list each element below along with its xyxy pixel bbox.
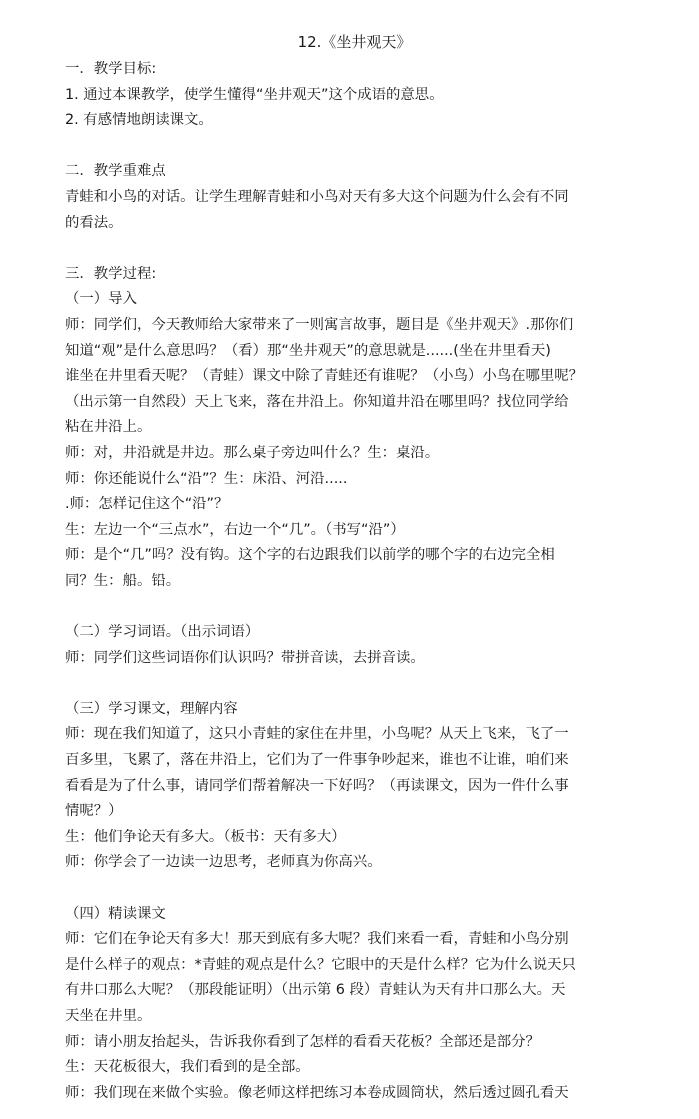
text-line: （一）导入 [65,291,137,308]
text-line: 师：请小朋友抬起头，告诉我你看到了怎样的看看天花板？全部还是部分？ [65,1033,540,1050]
text-line: 看看是为了什么事，请同学们帮着解决一下好吗？（再读课文，因为一件什么事 [65,777,569,794]
text-line: .师：怎样记住这个“沿”？ [65,496,229,513]
text-line: 知道“观”是什么意思吗？（看）那“坐井观天”的意思就是......(坐在井里看天) [65,342,551,359]
text-line: 师：同学们，今天教师给大家带来了一则寓言故事，题目是《坐井观天》.那你们 [65,316,574,333]
text-line: 师：它们在争论天有多大！那天到底有多大呢？我们来看一看，青蛙和小鸟分别 [65,931,569,948]
text-line: 生：天花板很大，我们看到的是全部。 [65,1059,310,1076]
text-line: 谁坐在井里看天呢？（青蛙）课文中除了青蛙还有谁呢？（小鸟）小鸟在哪里呢？ [65,368,584,385]
blank-line [65,594,665,620]
text-line: 一．教学目标: [65,61,157,77]
text-line: 有井口那么大呢？（那段能证明）（出示第 6 段）青蛙认为天有井口那么大。天 [65,982,566,999]
text-line: （三）学习课文，理解内容 [65,700,238,717]
blank-line [65,236,665,262]
text-line: 生：左边一个“三点水”，右边一个“几”。（书写“沿”） [65,521,405,538]
text-line: 师：同学们这些词语你们认识吗？带拼音读，去拼音读。 [65,649,425,666]
text-line: （出示第一自然段）天上飞来，落在井沿上。你知道井沿在哪里吗？找位同学给 [65,393,569,410]
text-line: 的看法。 [65,214,123,231]
blank-line [65,134,665,160]
text-line: 天坐在井里。 [65,1007,152,1024]
text-line: 师：对，井沿就是井边。那么桌子旁边叫什么？生：桌沿。 [65,444,440,461]
text-line: 师：是个“几”吗？没有钩。这个字的右边跟我们以前学的哪个字的右边完全相 [65,547,555,564]
text-line: 情呢？） [65,803,123,820]
text-line: 二．教学重难点 [65,163,166,180]
document-title: 12.《坐井观天》 [297,33,412,51]
text-line: 是什么样子的观点：*青蛙的观点是什么？它眼中的天是什么样？它为什么说天只 [65,956,576,973]
text-line: 师：你学会了一边读一边思考，老师真为你高兴。 [65,854,382,871]
text-line: 2. 有感情地朗读课文。 [65,112,213,129]
text-line: 百多里，飞累了，落在井沿上，它们为了一件事争吵起来，谁也不让谁，咱们来 [65,752,569,769]
text-line: 师：现在我们知道了，这只小青蛙的家住在井里，小鸟呢？从天上飞来，飞了一 [65,726,569,743]
text-line: 1. 通过本课教学，使学生懂得“坐井观天”这个成语的意思。 [65,86,444,103]
text-line: 粘在井沿上。 [65,419,152,436]
text-line: 师：你还能说什么“沿”？生：床沿、河沿..... [65,470,348,487]
document-body [65,57,665,1106]
text-line: 生：他们争论天有多大。（板书：天有多大） [65,828,346,845]
text-line: （四）精读课文 [65,905,166,922]
blank-line [65,671,665,697]
text-line: 三．教学过程: [65,265,157,282]
text-line: （二）学习词语。（出示词语） [65,624,260,641]
text-line: 师：我们现在来做个实验。像老师这样把练习本卷成圆筒状，然后透过圆孔看天 [65,1084,569,1101]
blank-line [65,876,665,902]
text-line: 同？生：船。铅。 [65,572,181,589]
text-line: 青蛙和小鸟的对话。让学生理解青蛙和小鸟对天有多大这个问题为什么会有不同 [65,188,569,205]
